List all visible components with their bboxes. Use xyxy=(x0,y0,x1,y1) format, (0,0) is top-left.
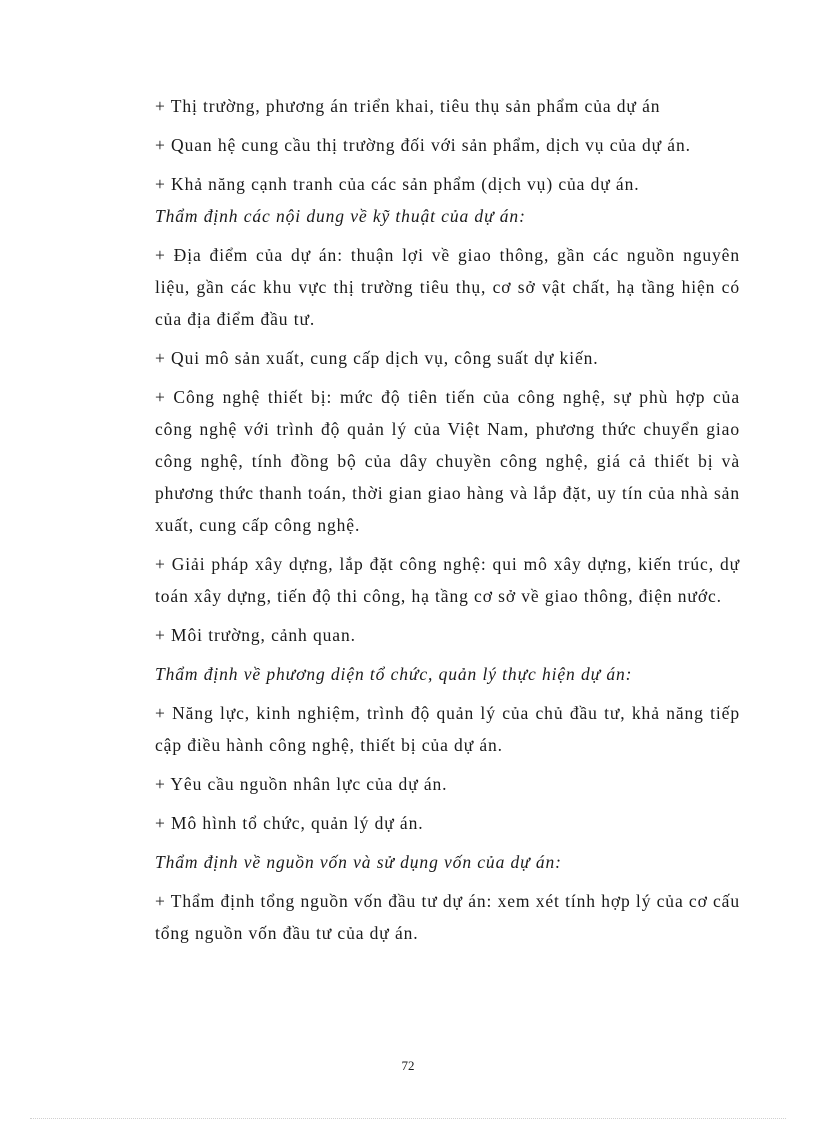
paragraph-investor-capacity: + Năng lực, kinh nghiệm, trình độ quản lý của chủ đầu tư, khả năng tiếp cập điều hành công nghệ, thiết bị của dự án. xyxy=(155,703,740,755)
paragraph-competitiveness: + Khả năng cạnh tranh của các sản phẩm (dịch vụ) của dự án. xyxy=(155,174,640,194)
paragraph-location: + Địa điểm của dự án: thuận lợi về giao thông, gần các nguồn nguyên liệu, gần các khu vực thị trường tiêu thụ, cơ sở vật chất, hạ tầng hiện có của địa điểm đầu tư. xyxy=(155,245,740,329)
paragraph-technology-equipment: + Công nghệ thiết bị: mức độ tiên tiến của công nghệ, sự phù hợp của công nghệ với trình độ quản lý của Việt Nam, phương thức chuyển giao công nghệ, tính đồng bộ của dây chuyền công nghệ, giá cả thiết bị và phương thức thanh toán, thời gian giao hàng và lắp đặt, uy tín của nhà sản xuất, cung cấp công nghệ. xyxy=(155,387,740,535)
paragraph-production-scale: + Qui mô sản xuất, cung cấp dịch vụ, công suất dự kiến. xyxy=(155,348,599,368)
heading-capital-appraisal: Thẩm định về nguồn vốn và sử dụng vốn của dự án: xyxy=(155,852,562,872)
paragraph-construction-solution: + Giải pháp xây dựng, lắp đặt công nghệ: qui mô xây dựng, kiến trúc, dự toán xây dựng, tiến độ thi công, hạ tầng cơ sở về giao thông, điện nước. xyxy=(155,554,740,606)
paragraph-organization-model: + Mô hình tổ chức, quản lý dự án. xyxy=(155,813,424,833)
paragraph-supply-demand: + Quan hệ cung cầu thị trường đối với sản phẩm, dịch vụ của dự án. xyxy=(155,135,691,155)
document-body xyxy=(155,90,740,956)
paragraph-human-resources: + Yêu cầu nguồn nhân lực của dự án. xyxy=(155,774,448,794)
heading-organization-appraisal: Thẩm định về phương diện tổ chức, quản lý thực hiện dự án: xyxy=(155,664,633,684)
page-bottom-divider xyxy=(30,1118,786,1119)
paragraph-market-plan: + Thị trường, phương án triển khai, tiêu thụ sản phẩm của dự án xyxy=(155,96,661,116)
page-number: 72 xyxy=(401,1058,415,1073)
heading-technical-appraisal: Thẩm định các nội dung về kỹ thuật của dự án: xyxy=(155,206,526,226)
paragraph-environment: + Môi trường, cảnh quan. xyxy=(155,625,356,645)
paragraph-total-capital: + Thẩm định tổng nguồn vốn đầu tư dự án: xem xét tính hợp lý của cơ cấu tổng nguồn vốn đầu tư của dự án. xyxy=(155,891,740,943)
